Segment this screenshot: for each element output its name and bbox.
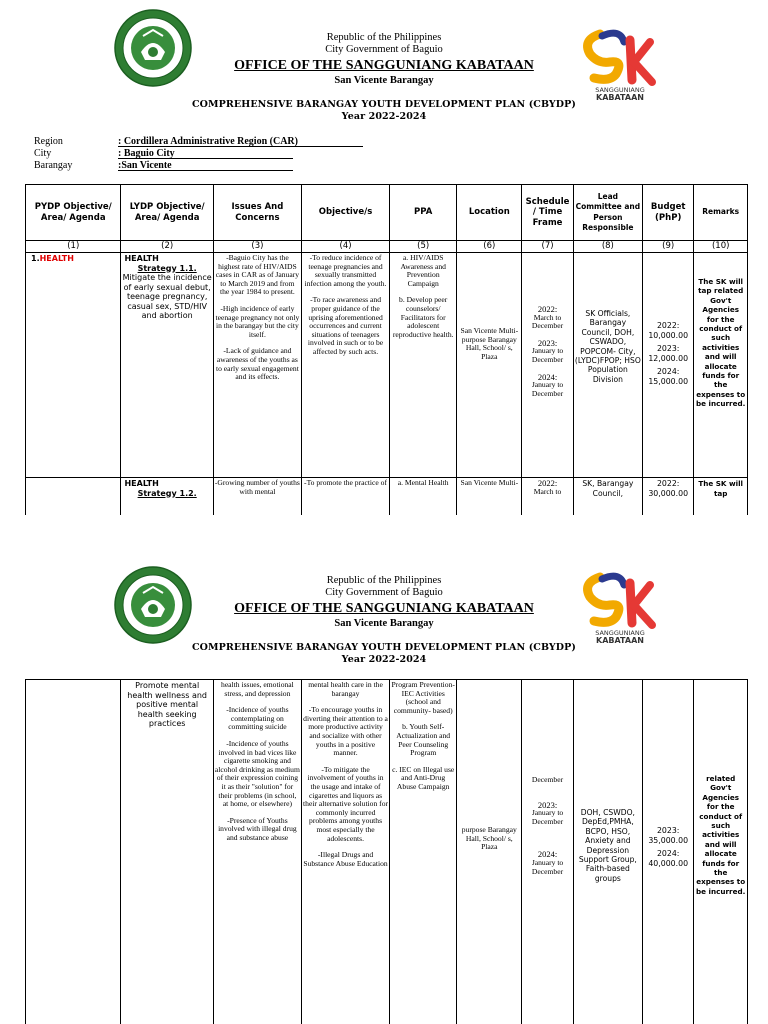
objective-item: -To encourage youths in diverting their attention to a more productive activity and socialize with other youths in a positive manner. [303,705,388,758]
objective-item: -To mitigate the involvement of youths in the usage and intake of cigarettes and liquors as their alternative solution for commonly incurred problems among youths most especially the adolescents. [303,764,389,843]
lead-cell: SK, Barangay Council, [573,478,642,516]
issue-item: -Presence of Youths involved with illegal drug and substance abuse [218,815,297,842]
remarks-cell: The SK will tap [694,478,748,516]
schedule-cell [522,478,573,516]
lydp-strategy: Strategy 1.2. [137,488,197,498]
city-label: City [34,148,52,159]
issues-cell [213,253,301,478]
budget-year: 2024: [656,849,680,858]
budget-amount: 15,000.00 [648,376,689,386]
issue-item: health issues, emotional stress, and depression [221,680,294,698]
schedule-range: March to December [531,312,564,331]
budget-amount: 40,000.00 [648,858,689,868]
pydp-cell [26,253,121,478]
col-header-remarks: Remarks [694,185,748,241]
svg-text:SANGGUNIANG: SANGGUNIANG [595,629,645,637]
svg-text:KABATAAN: KABATAAN [596,636,644,645]
col-num-10: (10) [694,241,748,253]
objective-item: -To race awareness and proper guidance of the uprising aforementioned occurrences and current situations of teenagers involved in such or to be affected by such acts. [307,295,384,356]
location-cell: San Vicente Multi-purpose Barangay Hall, School/ s, Plaza [457,253,522,478]
info-row-region [34,136,354,148]
schedule-year: 2024: [537,371,558,382]
objectives-cell [301,680,389,1024]
lydp-text: Mitigate the incidence of early sexual debut, teenage pregnancy, casual sex, STD/HIV and abortion [122,273,212,320]
objectives-cell [301,253,389,478]
info-row-city [34,148,354,160]
barangay-label: Barangay [34,160,73,171]
svg-text:KABATAAN: KABATAAN [596,93,644,102]
svg-text:SANGGUNIANG: SANGGUNIANG [595,86,645,94]
issue-item: -Lack of guidance and awareness of the youths as to early sexual engagement and its effects. [215,346,299,382]
pydp-cell-empty [26,680,121,1024]
col-num-2: (2) [121,241,213,253]
budget-amount: 10,000.00 [648,330,689,340]
col-num-6: (6) [457,241,522,253]
schedule-range: January to December [531,857,564,876]
schedule-year: 2022: [537,478,558,488]
schedule-range: December [531,775,564,784]
plan-title: COMPREHENSIVE BARANGAY YOUTH DEVELOPMENT PLAN (CBYDP) [192,99,576,110]
budget-year: 2024: [656,367,680,376]
pydp-cell-empty [26,478,121,516]
schedule-year: 2022: [537,304,558,314]
table-row [26,478,748,516]
col-num-8: (8) [573,241,642,253]
issue-item: -Baguio City has the highest rate of HIV/AIDS cases in CAR as of January to March 2019 and from the year 1984 to present. [215,253,300,297]
objective-item: -Illegal Drugs and Substance Abuse Education [303,850,388,868]
ppa-item: c. IEC on Illegal use and Anti-Drug Abuse Campaign [392,764,455,791]
header-republic: Republic of the Philippines [326,575,442,586]
remarks-cell: related Gov't Agencies for the conduct of such activities and will allocate funds for the expenses to be incurred. [694,680,748,1024]
location-info [34,136,354,172]
col-header-objectives: Objective/s [301,185,389,241]
issue-item: -Incidence of youths involved in bad vices like cigarette smoking and alcohol drinking as medium of their expression coining it as their "solution" for their problems (in school, at home, or elsewhere) [214,738,300,809]
lead-cell: DOH, CSWDO, DepEd,PMHA, BCPO, HSO, Anxiety and Depression Support Group, Faith-based groups [573,680,642,1024]
col-header-lead: Lead Committee and Person Responsible [573,185,642,241]
city-value: : Baguio City [118,148,293,159]
col-header-budget: Budget (PhP) [642,185,693,241]
ppa-item: b. Youth Self- Actualization and Peer Counseling Program [396,722,451,758]
schedule-cell [522,253,573,478]
location-cell: purpose Barangay Hall, School/ s, Plaza [457,680,522,1024]
info-row-barangay [34,160,354,172]
location-cell: San Vicente Multi- [457,478,522,516]
schedule-range: January to December [531,346,564,364]
issue-item: -Incidence of youths contemplating on committing suicide [226,705,289,732]
budget-cell [642,253,693,478]
lydp-cell [121,253,213,478]
lydp-cell [121,478,213,516]
col-num-9: (9) [642,241,693,253]
budget-cell [642,680,693,1024]
lydp-strategy: Strategy 1.1. [137,263,197,273]
lydp-area: HEALTH [124,254,159,263]
issues-cell [213,680,301,1024]
table-number-row [26,241,748,253]
cbydp-table-continued [25,679,748,1024]
ppa-cell [390,680,457,1024]
col-header-schedule: Schedule / Time Frame [522,185,573,241]
plan-title: COMPREHENSIVE BARANGAY YOUTH DEVELOPMENT PLAN (CBYDP) [192,642,576,653]
budget-amount: 12,000.00 [648,353,689,363]
budget-year: 2023: [656,826,680,835]
header-office-title: OFFICE OF THE SANGGUNIANG KABATAAN [234,601,534,616]
table-row [26,680,748,1024]
ppa-cell [390,253,457,478]
header-barangay: San Vicente Barangay [334,75,434,86]
remarks-cell: The SK will tap related Gov't Agencies for the conduct of such activities and will allocate funds for the expenses to be incurred. [694,253,748,478]
table-header-row [26,185,748,241]
objective-item: mental health care in the barangay [308,680,383,698]
col-num-4: (4) [301,241,389,253]
col-num-5: (5) [390,241,457,253]
document-page-2 [0,555,768,1024]
budget-amount: 35,000.00 [648,835,689,845]
region-value: : Cordillera Administrative Region (CAR) [118,136,363,147]
ppa-item: a. HIV/AIDS Awareness and Prevention Campaign [400,253,446,288]
barangay-value: :San Vicente [118,160,293,171]
ppa-cell: a. Mental Health [390,478,457,516]
schedule-cell [522,680,573,1024]
col-header-location: Location [457,185,522,241]
page-gap [0,515,768,555]
schedule-year: 2024: [537,849,558,860]
pydp-number: 1. [31,254,40,263]
schedule-range: March to [533,486,562,496]
col-header-lydp: LYDP Objective/ Area/ Agenda [121,185,213,241]
issue-item: -High incidence of early teenage pregnancy not only in the barangay but the city itself. [215,303,300,339]
col-header-ppa: PPA [390,185,457,241]
lead-cell: SK Officials, Barangay Council, DOH, CSWADO, POPCOM- City, (LYDC)FPOP; HSO Population Division [573,253,642,478]
col-header-issues: Issues And Concerns [213,185,301,241]
lydp-cell: Promote mental health wellness and positive mental health seeking practices [121,680,213,1024]
plan-years: Year 2022-2024 [341,654,427,665]
col-num-3: (3) [213,241,301,253]
objective-item: -To reduce incidence of teenage pregnancies and sexually transmitted infection among the youth. [304,253,387,288]
table-row [26,253,748,478]
schedule-year: 2023: [537,337,558,348]
plan-years: Year 2022-2024 [341,111,427,122]
cbydp-table [25,184,748,515]
pydp-area-health: HEALTH [39,254,74,263]
ppa-item: Program Prevention- IEC Activities (school and community- based) [391,680,455,715]
issues-cell: -Growing number of youths with mental [213,478,301,516]
schedule-range: January to December [531,380,564,398]
header-city-government: City Government of Baguio [325,44,443,55]
header-city-government: City Government of Baguio [325,587,443,598]
objectives-cell: -To promote the practice of [301,478,389,516]
lydp-area: HEALTH [124,479,159,488]
schedule-range: January to December [531,808,564,826]
header-barangay: San Vicente Barangay [334,618,434,629]
schedule-year: 2023: [537,799,558,810]
col-header-pydp: PYDP Objective/ Area/ Agenda [26,185,121,241]
ppa-item: b. Develop peer counselors/ Facilitators for adolescent reproductive health. [392,295,454,339]
budget-year: 2023: [656,344,680,353]
col-num-1: (1) [26,241,121,253]
budget-year: 2022: [656,321,680,330]
header-office-title: OFFICE OF THE SANGGUNIANG KABATAAN [234,58,534,73]
region-label: Region [34,136,63,147]
budget-cell: 2022: 30,000.00 [642,478,693,516]
header-republic: Republic of the Philippines [326,32,442,43]
col-num-7: (7) [522,241,573,253]
